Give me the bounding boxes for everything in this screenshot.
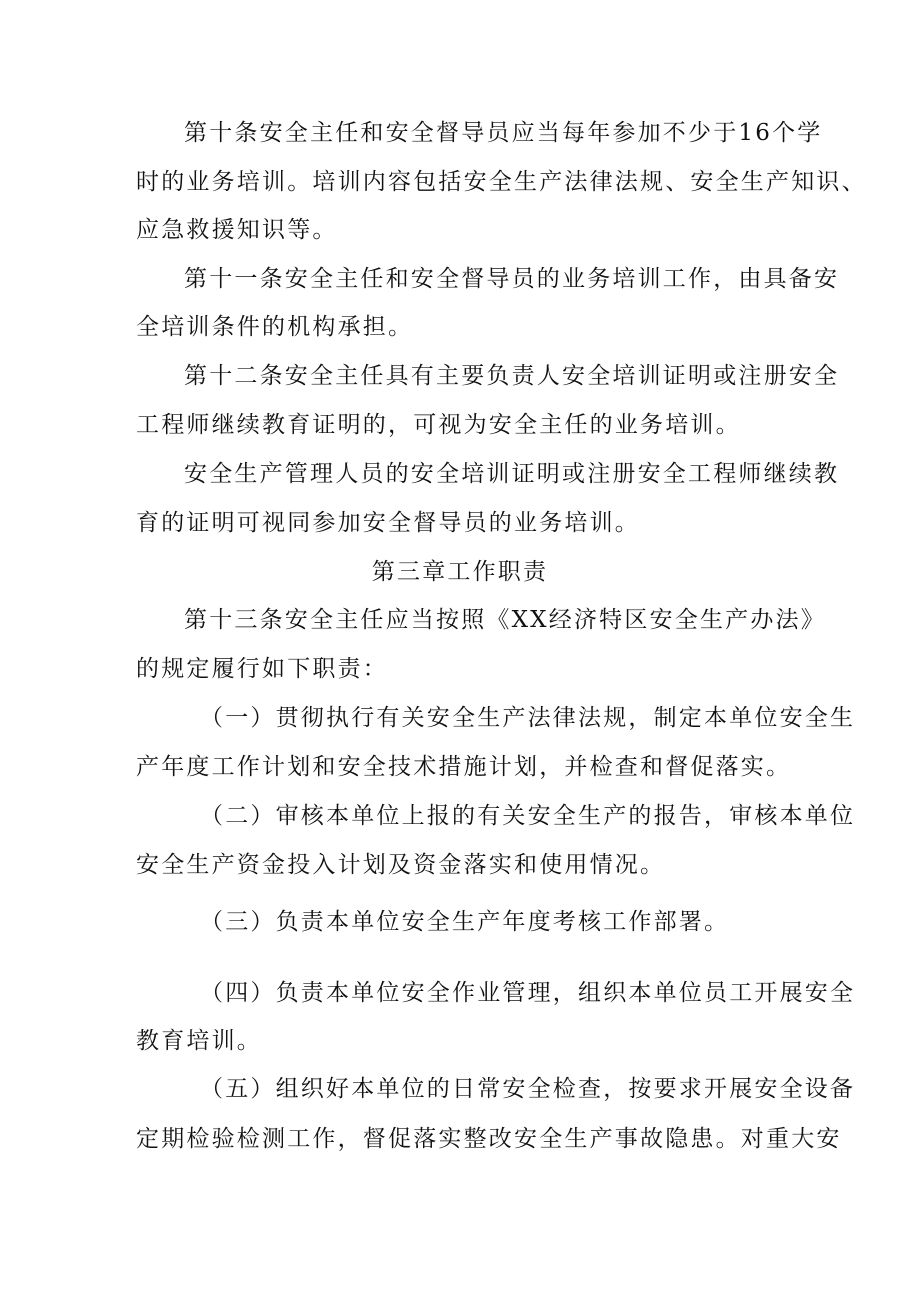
paragraph-safety-managers-line-2: 育的证明可视同参加安全督导员的业务培训。	[136, 510, 640, 536]
paragraph-article-13-line-1: 第十三条安全主任应当按照《XX经济特区安全生产办法》	[184, 607, 826, 633]
paragraph-article-11-line-2: 全培训条件的机构承担。	[136, 314, 414, 340]
duty-2-line-2: 安全生产资金投入计划及资金落实和使用情况。	[136, 852, 666, 878]
paragraph-article-13-line-2: 的规定履行如下职责：	[136, 656, 388, 682]
paragraph-article-10-line-1: 第十条安全主任和安全督导员应当每年参加不少于16个学	[184, 120, 823, 146]
duty-4-line-1: （四）负责本单位安全作业管理，组织本单位员工开展安全	[200, 980, 856, 1006]
duty-1-line-2: 产年度工作计划和安全技术措施计划，并检查和督促落实。	[136, 754, 792, 780]
paragraph-safety-managers-line-1: 安全生产管理人员的安全培训证明或注册安全工程师继续教	[184, 461, 840, 487]
paragraph-article-10-line-3: 应急救援知识等。	[136, 217, 338, 243]
paragraph-article-12-line-2: 工程师继续教育证明的，可视为安全主任的业务培训。	[136, 412, 741, 438]
duty-2-line-1: （二）审核本单位上报的有关安全生产的报告，审核本单位	[200, 803, 856, 829]
duty-3-line-1: （三）负责本单位安全生产年度考核工作部署。	[200, 909, 730, 935]
duty-5-line-2: 定期检验检测工作，督促落实整改安全生产事故隐患。对重大安	[136, 1126, 842, 1152]
paragraph-article-12-line-1: 第十二条安全主任具有主要负责人安全培训证明或注册安全	[184, 363, 840, 389]
duty-4-line-2: 教育培训。	[136, 1028, 262, 1054]
paragraph-article-11-line-1: 第十一条安全主任和安全督导员的业务培训工作，由具备安	[184, 266, 840, 292]
chapter-heading: 第三章工作职责	[371, 559, 549, 585]
duty-5-line-1: （五）组织好本单位的日常安全检查，按要求开展安全设备	[200, 1076, 856, 1102]
duty-1-line-1: （一）贯彻执行有关安全生产法律法规，制定本单位安全生	[200, 705, 856, 731]
paragraph-article-10-line-2: 时的业务培训。培训内容包括安全生产法律法规、安全生产知识、	[136, 169, 867, 195]
